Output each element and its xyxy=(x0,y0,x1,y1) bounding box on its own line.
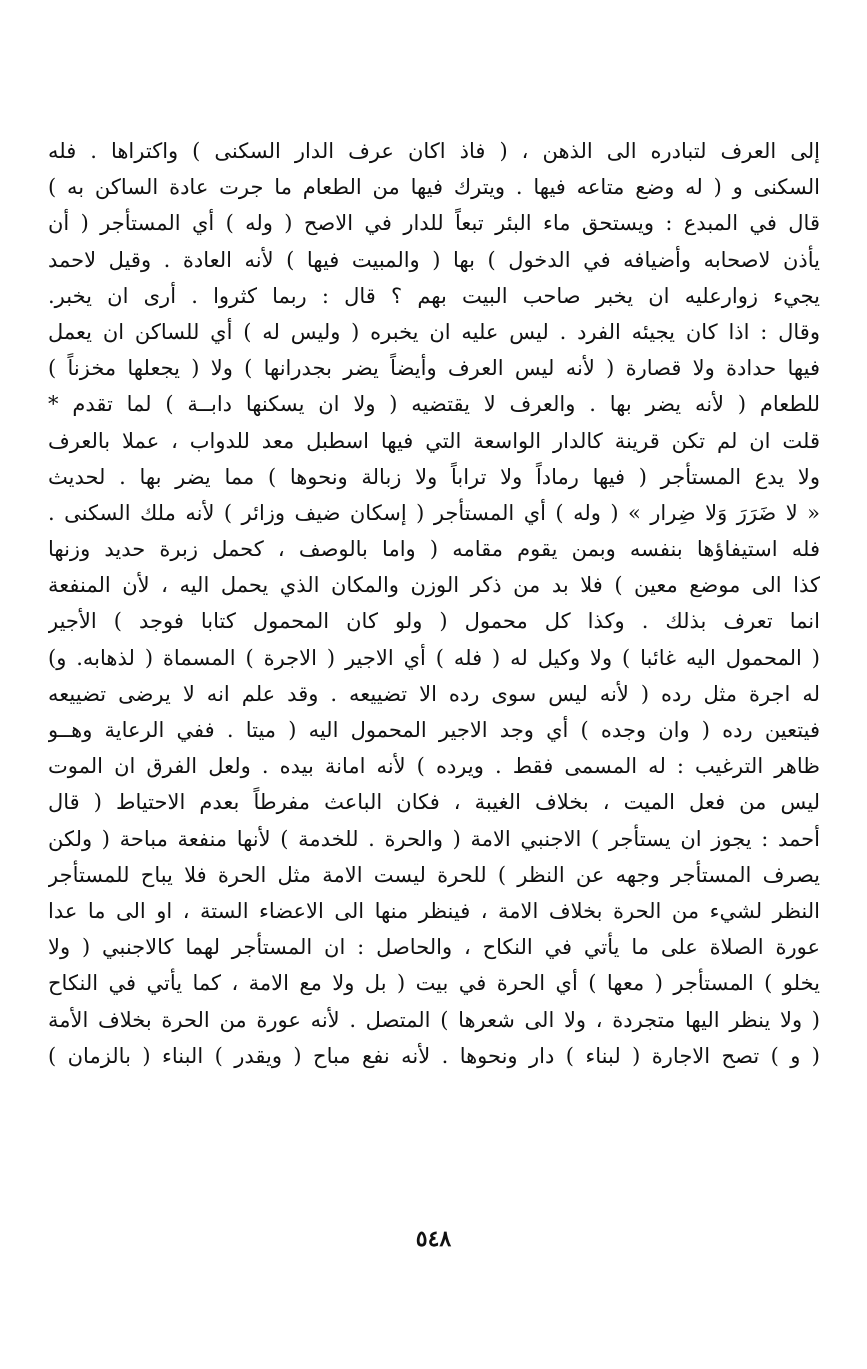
text-line: ولا يدع المستأجر ( فيها رماداً ولا تراباً ولا زبالة ونحوها ) مما يضر بها . لحديث xyxy=(48,464,820,489)
text-line: ليس من فعل الميت ، بخلاف الغيبة ، فكان الباعث مفرطاً بعدم الاحتياط ( قال xyxy=(48,790,820,815)
text-line: ( ولا ينظر اليها متجردة ، ولا الى شعرها ) المتصل . لأنه عورة من الحرة بخلاف الأمة xyxy=(48,1007,820,1032)
text-line: يخلو ) المستأجر ( معها ) أي الحرة في بيت ( بل ولا مع الامة ، كما يأتي في النكاح xyxy=(48,971,820,996)
text-line: يأذن لاصحابه وأضيافه في الدخول ) بها ( والمبيت فيها ) لأنه العادة . وقيل لاحمد xyxy=(48,247,820,272)
text-line: ظاهر الترغيب : له المسمى فقط . ويرده ) لأنه امانة بيده . ولعل الفرق ان الموت xyxy=(48,754,820,779)
text-line: إلى العرف لتبادره الى الذهن ، ( فاذ اكان عرف الدار السكنى ) واكتراها . فله xyxy=(48,139,820,163)
text-line: فيتعين رده ( وان وجده ) أي وجد الاجير المحمول اليه ( ميتا . ففي الرعاية وهــو xyxy=(48,718,820,742)
text-line: وقال : اذا كان يجيئه الفرد . ليس عليه ان يخبره ( وليس له ) أي للساكن ان يعمل xyxy=(48,319,820,344)
text-line: « لا ضَرَرَ وَلا ضِرار » ( وله ) أي المستأجر ( إسكان ضيف وزائر ) لأنه ملك السكنى . xyxy=(48,500,820,525)
text-line: انما تعرف بذلك . وكذا كل محمول ( ولو كان المحمول كتابا فوجد ) الأجير xyxy=(48,609,820,634)
text-line: قلت ان لم تكن قرينة كالدار الواسعة التي فيها اسطبل معد للدواب ، عملا بالعرف xyxy=(48,428,820,453)
text-line: يصرف المستأجر وجهه عن النظر ) للحرة ليست الامة مثل الحرة فلا يباح للمستأجر xyxy=(48,862,820,887)
text-line: فيها حدادة ولا قصارة ( لأنه ليس العرف وأيضاً يضر بجدرانها ) ولا ( يجعلها مخزناً ) xyxy=(48,356,820,381)
text-line: عورة الصلاة على ما يأتي في النكاح ، والحاصل : ان المستأجر لهما كالاجنبي ( ولا xyxy=(48,935,820,960)
text-line: له اجرة مثل رده ( لأنه ليس سوى رده الا تضييعه . وقد علم انه لا يرضى تضييعه xyxy=(48,681,820,706)
text-line: ( المحمول اليه غائبا ) ولا وكيل له ( فله ) أي الاجير ( الاجرة ) المسماة ( لذهابه. و) xyxy=(48,645,820,670)
text-line: يجيء زوارعليه ان يخبر صاحب البيت بهم ؟ قال : ربما كثروا . أرى ان يخبر. xyxy=(48,283,820,308)
text-line: النظر لشيء من الحرة بخلاف الامة ، فينظر منها الى الاعضاء الستة ، او الى ما عدا xyxy=(48,898,820,923)
body-text xyxy=(48,133,820,1074)
text-line: للطعام ( لأنه يضر بها . والعرف لا يقتضيه ( ولا ان يسكنها دابــة ) لما تقدم * xyxy=(48,392,820,417)
text-line: فله استيفاؤها بنفسه وبمن يقوم مقامه ( واما بالوصف ، كحمل زبرة حديد وزنها xyxy=(48,537,820,562)
text-line: أحمد : يجوز ان يستأجر ) الاجنبي الامة ( والحرة . للخدمة ) لأنها منفعة مباحة ( ولكن xyxy=(48,826,820,851)
text-line: السكنى و ( له وضع متاعه فيها . ويترك فيها من الطعام ما جرت عادة الساكن به ) xyxy=(48,175,820,200)
page-number: ٥٤٨ xyxy=(415,1226,452,1252)
text-line: ( و ) تصح الاجارة ( لبناء ) دار ونحوها . لأنه نفع مباح ( ويقدر ) البناء ( بالزمان ) xyxy=(48,1043,820,1068)
text-line: قال في المبدع : ويستحق ماء البئر تبعاً للدار في الاصح ( وله ) أي المستأجر ( أن xyxy=(48,211,820,236)
text-line: كذا الى موضع معين ) فلا بد من ذكر الوزن والمكان الذي يحمل اليه ، لأن المنفعة xyxy=(48,573,820,598)
